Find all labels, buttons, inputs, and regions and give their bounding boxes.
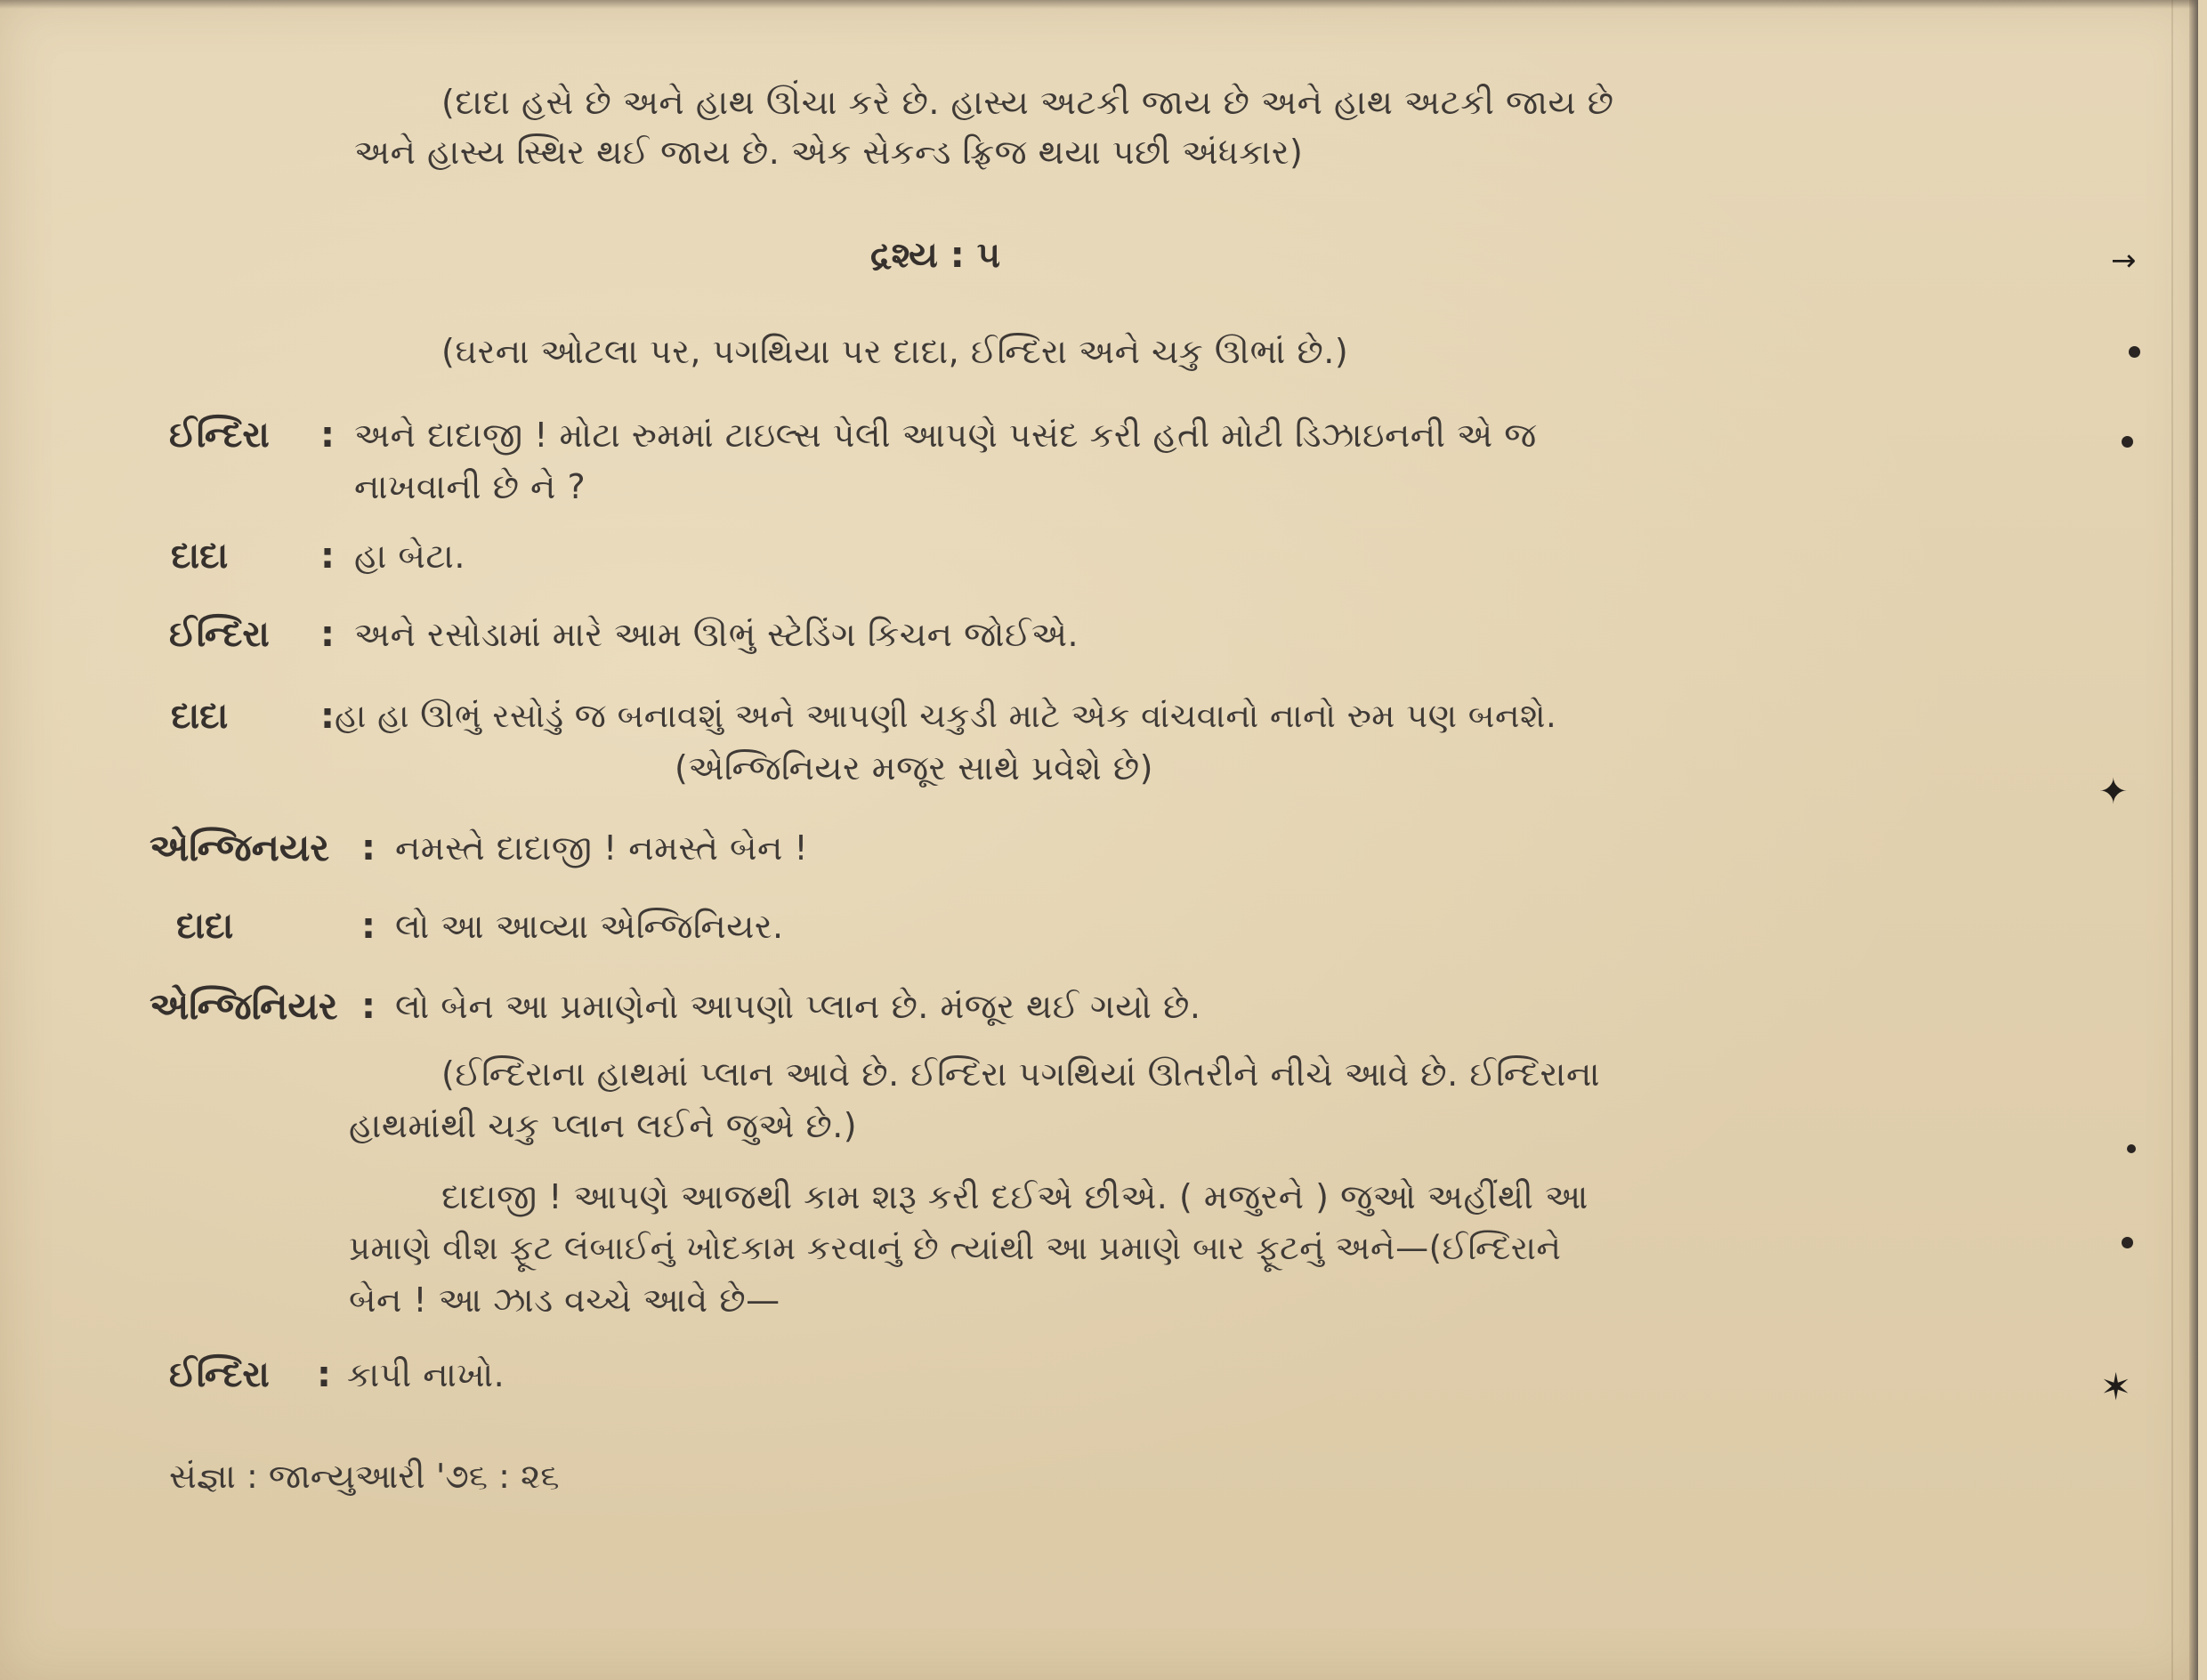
dialogue-line: દાદાજી ! આપણે આજથી કામ શરૂ કરી દઈએ છીએ. ( મજુરને ) જુઓ અહીંથી આ xyxy=(441,1177,1589,1216)
speaker-name: ઈન્દિરા xyxy=(169,415,270,456)
dialogue-line: અને રસોડામાં મારે આમ ઊભું સ્ટેડિંગ કિચન જોઈએ. xyxy=(354,615,1079,654)
dialogue-line: પ્રમાણે વીશ ફૂટ લંબાઈનું ખોદકામ કરવાનું છે ત્યાંથી આ પ્રમાણે બાર ફૂટનું અને—(ઈન્દિરાને xyxy=(349,1229,1562,1267)
margin-dot xyxy=(2122,1237,2133,1248)
speaker-colon: : xyxy=(317,1354,331,1395)
dialogue-line: લો બેન આ પ્રમાણેનો આપણો પ્લાન છે. મંજૂર થઈ ગયો છે. xyxy=(395,987,1201,1026)
margin-dot xyxy=(2122,436,2133,448)
speaker-colon: : xyxy=(320,536,335,577)
speaker-colon: : xyxy=(320,614,335,655)
speaker-name: એન્જિનયર xyxy=(150,826,329,869)
page-top-shadow xyxy=(0,0,2198,9)
page-footer: સંજ્ઞા : જાન્યુઆરી '૭૬ : ૨૬ xyxy=(169,1457,560,1496)
dialogue-line: બેન ! આ ઝાડ વચ્ચે આવે છે— xyxy=(349,1280,780,1320)
stage-direction-line: (દાદા હસે છે અને હાથ ઊંચા કરે છે. હાસ્ય અટકી જાય છે અને હાથ અટકી જાય છે xyxy=(441,83,1614,122)
margin-mark-arrow: → xyxy=(2111,243,2137,279)
speaker-name: દાદા xyxy=(171,696,229,737)
speaker-colon: : xyxy=(320,415,335,456)
stage-direction-line: (ઘરના ઓટલા પર, પગથિયા પર દાદા, ઈન્દિરા અને ચકુ ઊભાં છે.) xyxy=(441,332,1349,371)
margin-dot xyxy=(2127,1144,2136,1153)
page-fold-line xyxy=(2171,0,2173,1680)
margin-mark-star: ✦ xyxy=(2098,771,2129,812)
speaker-colon: : xyxy=(361,828,376,868)
dialogue-line: (ઈન્દિરાના હાથમાં પ્લાન આવે છે. ઈન્દિરા પગથિયાં ઊતરીને નીચે આવે છે. ઈન્દિરાના xyxy=(441,1054,1601,1094)
dialogue-line: નમસ્તે દાદાજી ! નમસ્તે બેન ! xyxy=(395,828,809,868)
speaker-name: ઈન્દિરા xyxy=(169,1354,270,1395)
speaker-name: ઈન્દિરા xyxy=(169,614,270,655)
speaker-name: દાદા xyxy=(171,536,229,577)
speaker-name: દાદા xyxy=(176,906,234,947)
dialogue-line: નાખવાની છે ને ? xyxy=(354,467,586,506)
dialogue-line: (એન્જિનિયર મજૂર સાથે પ્રવેશે છે) xyxy=(675,748,1153,788)
speaker-colon: : xyxy=(361,906,376,947)
speaker-name: એન્જિનિયર xyxy=(150,984,338,1028)
speaker-colon: : xyxy=(361,986,376,1027)
stage-direction-line: અને હાસ્ય સ્થિર થઈ જાય છે. એક સેકન્ડ ફ્રિજ થયા પછી અંધકાર) xyxy=(354,133,1304,172)
margin-dot xyxy=(2129,346,2140,358)
dialogue-line: કાપી નાખો. xyxy=(347,1355,505,1394)
scene-heading: દ્રશ્ય : ૫ xyxy=(870,235,1001,276)
dialogue-line: હા હા ઊભું રસોડું જ બનાવશું અને આપણી ચકુડી માટે એક વાંચવાનો નાનો રુમ પણ બનશે. xyxy=(335,697,1557,735)
dialogue-line: અને દાદાજી ! મોટા રુમમાં ટાઇલ્સ પેલી આપણે પસંદ કરી હતી મોટી ડિઝાઇનની એ જ xyxy=(354,416,1537,455)
margin-mark-star: ✶ xyxy=(2100,1365,2132,1409)
page-right-edge xyxy=(2189,0,2198,1680)
dialogue-line: હા બેટા. xyxy=(354,537,465,576)
dialogue-line: લો આ આવ્યા એન્જિનિયર. xyxy=(395,907,784,946)
dialogue-line: હાથમાંથી ચકુ પ્લાન લઈને જુએ છે.) xyxy=(349,1106,858,1145)
speaker-colon: : xyxy=(320,696,335,737)
